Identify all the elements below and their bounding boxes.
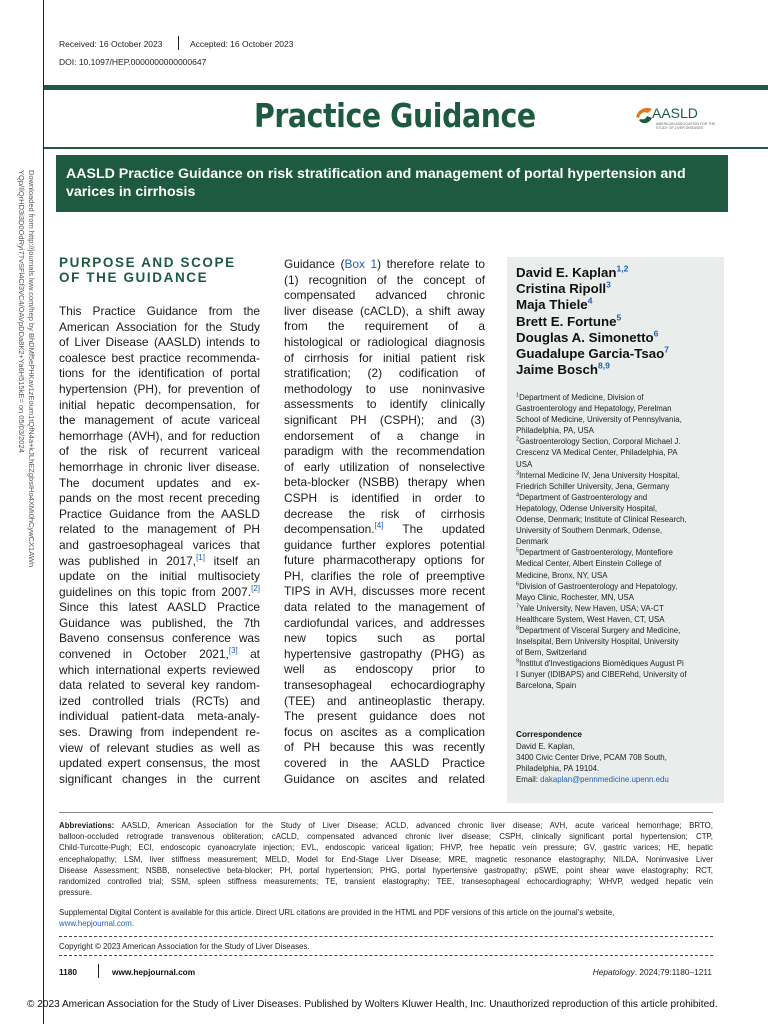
affiliation-line: $^8$Department of Visceral Surgery and Medicine,	[516, 625, 681, 635]
correspondence-line: 3400 Civic Center Drive, PCAM 708 South,	[516, 753, 667, 763]
page-number: 1180	[59, 967, 77, 977]
correspondence-line: Philadelphia, PA 19104.	[516, 764, 600, 774]
body-line: data related to several key random-	[59, 678, 260, 693]
affiliation-line: $^2$Gastroenterology Section, Corporal Michael J.	[516, 436, 681, 447]
email-link[interactable]: dakaplan@pennmedicine.upenn.edu	[540, 775, 669, 785]
body-line: future pharmacotherapy options for	[284, 553, 485, 568]
affiliation-line: Hepatology, Odense University Hospital,	[516, 503, 658, 513]
body-line: (TEE) and antineoplastic therapy.	[284, 693, 485, 708]
body-line: histological or radiological diagnosis	[284, 334, 485, 349]
affiliation-list	[516, 392, 716, 692]
citation-ref[interactable]: [2]	[251, 583, 260, 593]
body-line: tions for the identification of portal	[59, 366, 260, 381]
body-line: guidelines on this topic from 2007.[2]	[59, 583, 260, 599]
aasld-logo-icon	[634, 103, 654, 127]
body-line: of PH because this was recently	[284, 740, 485, 755]
body-line: of cirrhosis for initial patient risk	[284, 350, 485, 365]
body-line: transesophageal echocardiography	[284, 678, 485, 693]
body-line: was published in 2017,[1] itself an	[59, 552, 260, 568]
section-label: Practice Guidance	[254, 96, 536, 135]
body-line: PH, clarifies the role of preemptive	[284, 568, 485, 583]
box-link[interactable]: Box 1	[344, 257, 378, 271]
body-line: CSPH is identified in order to	[284, 490, 485, 505]
body-line: paradigm with the recommendation	[284, 444, 485, 459]
affiliation-line: $^4$Department of Gastroenterology and	[516, 492, 648, 502]
body-line: updated expert consensus, the most	[59, 756, 260, 771]
body-line: initial hepatic decompensation, for	[59, 397, 260, 412]
author-affiliation-ref: 6	[653, 328, 659, 339]
author-name: Maja Thiele$^4$	[516, 295, 593, 313]
citation-ref[interactable]: [1]	[196, 552, 205, 562]
logo-wordmark: AASLD	[652, 105, 698, 121]
body-line: hypertensive gastropathy (PHG) as	[284, 646, 485, 661]
abbreviation-line: randomized controlled trial; SSM, spleen stiffness measurements; TE, transient elastography; TEE, transesophageal echocardiography; WHVP, wedged hepatic vein	[59, 876, 713, 886]
body-line: endorsement of a change in	[284, 428, 485, 443]
abbreviation-line: encephalopathy; LSM, liver stiffness measurement; MELD, Model for End-Stage Liver Disease; MRE, magnetic resonance elastography; NILDA, Noninvasive Liver	[59, 854, 713, 864]
body-line: covered in the AASLD Practice	[284, 756, 485, 770]
footer-divider	[98, 964, 99, 978]
body-line: decrease the risk of cirrhosis	[284, 506, 485, 521]
affiliation-line: I Sunyer (IDIBAPS) and CIBERehd, University of	[516, 670, 687, 680]
author-name: Guadalupe Garcia-Tsao$^7$	[516, 344, 670, 361]
section-heading	[59, 255, 269, 285]
body-line: convened in October 2021,[3] at	[59, 646, 260, 662]
body-line: decompensation.[4] The updated	[284, 521, 485, 537]
abbreviation-line: balloon-occluded retrograde transvenous obliteration; cACLD, compensated advanced chronic liver disease; CSPH, clinically significant portal hypertension; CTP,	[59, 832, 713, 842]
body-line: hypertension (PH), for prevention of	[59, 381, 260, 396]
affiliation-line: Medicine, Bronx, NY, USA	[516, 570, 608, 580]
legal-notice: © 2023 American Association for the Study of Liver Diseases. Published by Wolters Kluwer Health, Inc. Unauthorized reproduction of this article prohibited.	[27, 999, 718, 1010]
body-column-1	[59, 304, 260, 787]
body-line: new topics such as portal	[284, 631, 485, 646]
body-line: beta-blocker (NSBB) therapy when	[284, 475, 485, 490]
affiliation-line: University of Southern Denmark, Odense,	[516, 526, 663, 536]
affiliation-line: Denmark	[516, 537, 549, 547]
body-line: data related to the management of	[284, 600, 485, 615]
author-affiliation-ref: 1,2	[616, 263, 629, 274]
abbreviations-block	[59, 820, 713, 898]
body-line: focus on ascites as a complication	[284, 724, 485, 739]
author-affiliation-ref: 8,9	[598, 360, 610, 371]
body-line: compensated advanced chronic	[284, 288, 485, 303]
author-name: Jaime Bosch$^{8,9}$	[516, 360, 610, 378]
body-line: Guidance was published, the 7th	[59, 615, 260, 630]
sub-green-bar	[44, 147, 768, 149]
body-line: Practice Guidance from the AASLD	[59, 506, 260, 521]
affiliation-line: $^6$Division of Gastroenterology and Hepatology,	[516, 580, 678, 591]
header-divider	[178, 36, 179, 50]
email-label: Email:	[516, 775, 541, 785]
affiliation-line: Medical Center, Albert Einstein College of	[516, 559, 662, 569]
body-line: ses. Drawing from independent re-	[59, 725, 260, 740]
affiliation-line: $^5$Department of Gastroenterology, Montefiore	[516, 547, 673, 558]
citation	[593, 967, 712, 977]
citation-details: . 2024;79:1180–1211	[634, 967, 712, 977]
abbreviation-line: Child-Turcotte-Pugh; ECI, endoscopic cyanoacrylate injection; EVL, endoscopic variceal ligation; FHVP, free hepatic vein pressure; GV, gastric varices; HE, hepatic	[59, 843, 713, 853]
affiliation-line: of Bern, Switzerland	[516, 648, 587, 658]
body-line: hemorrhage (AVH), and for reduction	[59, 428, 260, 443]
author-list	[516, 265, 716, 378]
copyright-line: Copyright © 2023 American Association for the Study of Liver Diseases.	[59, 942, 310, 951]
download-note	[0, 170, 52, 730]
body-line: the management of acute variceal	[59, 413, 260, 428]
body-line: The present guidance does not	[284, 709, 485, 724]
article-title: AASLD Practice Guidance on risk stratification and management of portal hypertension and varices in cirrhosis	[66, 166, 686, 200]
body-line: of the risk of recurrent variceal	[59, 444, 260, 459]
author-affiliation-ref: 4	[587, 295, 593, 306]
supplemental-note	[59, 907, 713, 929]
section-heading-line: OF THE GUIDANCE	[59, 270, 209, 285]
abbreviation-line: Abbreviations: AASLD, American Association for the Study of Liver Disease; ACLD, advanced chronic liver disease; AVH, acute variceal hemorrhage; BRTO,	[59, 821, 713, 830]
abbreviation-line: pressure.	[59, 888, 92, 898]
body-line: ized controlled trials (RCTs) and	[59, 693, 260, 708]
body-line: liver disease (cACLD), a shift away	[284, 303, 485, 318]
affiliation-line: Mayo Clinic, Rochester, MN, USA	[516, 592, 634, 602]
received-date: Received: 16 October 2023	[59, 39, 163, 49]
body-line: Baveno consensus conference was	[59, 631, 260, 646]
body-line: pands on the most recent preceding	[59, 491, 260, 506]
affiliation-line: $^9$Institut d'Investigacions Biomèdiques August Pi	[516, 658, 684, 669]
supplemental-end: .	[131, 919, 135, 929]
affiliation-line: $^3$Internal Medicine IV, Jena University Hospital,	[516, 470, 680, 480]
author-affiliation-ref: 7	[664, 344, 670, 355]
download-note-line1[interactable]: Downloaded from http://journals.lww.com/hep by BhDMf5ePHKav1zEoum1tQfN4a+kJLhEZgbsIHo4XMi0hCywCX1AWn	[27, 170, 36, 568]
body-line: Guidance on ascites and related	[284, 771, 485, 786]
author-name: Brett E. Fortune$^5$	[516, 312, 622, 329]
aasld-logo	[634, 103, 714, 135]
article-title-banner	[56, 155, 728, 212]
correspondence-line: David E. Kaplan,	[516, 742, 575, 751]
correspondence-block	[516, 741, 716, 785]
body-line: stratification; (2) codification of	[284, 366, 485, 381]
body-line: which international experts reviewed	[59, 662, 260, 677]
top-green-bar	[44, 85, 768, 90]
body-line: assessments to identify clinically	[284, 397, 485, 412]
supplemental-line: Supplemental Digital Content is available for this article. Direct URL citations are provided in the HTML and PDF versions of this article on the journal's website,	[59, 908, 615, 917]
body-line: methodology to use noninvasive	[284, 381, 485, 396]
affiliation-line: USA	[516, 459, 533, 469]
author-affiliation-ref: 5	[616, 312, 622, 323]
abbreviation-line: Disease Assessment; NSBB, nonselective beta-blocker; PH, portal hypertension; PHG, portal hypertensive gastropathy; pSWE, point shear wave elastography; RCT,	[59, 865, 713, 875]
body-line: related to the management of PH	[59, 522, 260, 537]
affiliation-line: Barcelona, Spain	[516, 681, 577, 691]
accepted-date: Accepted: 16 October 2023	[190, 39, 294, 49]
body-line: view of relevant studies as well as	[59, 740, 260, 755]
correspondence-heading: Correspondence	[516, 729, 582, 739]
body-line: American Association for the Study	[59, 319, 260, 334]
body-line: This Practice Guidance from the	[59, 304, 260, 318]
body-line: of Liver Disease (AASLD) intends to	[59, 335, 260, 350]
abbreviations-label: Abbreviations:	[59, 821, 115, 830]
affiliation-line: Healthcare System, West Haven, CT, USA	[516, 614, 665, 624]
dashed-divider	[59, 936, 713, 937]
body-line: Guidance (Box 1) therefore relate to	[284, 257, 486, 271]
affiliation-line: $^1$Department of Medicine, Division of	[516, 392, 644, 402]
body-line: The document updates and ex-	[59, 475, 260, 490]
download-note-line2: YQp/IlQrHD3i3D0OdRyi7TvSFl4Cf3VC4/OAVpDDa8K2+Ya6H515kE= on 05/03/2024	[17, 170, 26, 453]
body-line: update on the initial multisociety	[59, 569, 260, 584]
body-line: coalesce best practice recommenda-	[59, 350, 260, 365]
citation-ref[interactable]: [3]	[228, 646, 238, 656]
dashed-divider	[59, 955, 713, 956]
affiliation-line: Philadelphia, PA, USA	[516, 426, 594, 436]
affiliation-line: Odense, Denmark; Institute of Clinical Research,	[516, 515, 687, 525]
logo-tagline: AMERICAN ASSOCIATION FOR THE STUDY OF LIVER DISEASES	[656, 122, 716, 130]
footer-url[interactable]: www.hepjournal.com	[112, 967, 196, 977]
author-name: David E. Kaplan$^{1,2}$	[516, 263, 629, 280]
body-line: hemorrhage in chronic liver disease.	[59, 459, 260, 474]
author-name: Douglas A. Simonetto$^6$	[516, 328, 659, 345]
author-affiliation-ref: 3	[606, 279, 611, 290]
citation-ref[interactable]: [4]	[374, 521, 384, 531]
body-column-2	[284, 257, 485, 787]
body-line: individual patient-data meta-analy-	[59, 709, 260, 724]
body-line: Since this latest AASLD Practice	[59, 600, 260, 615]
body-line: from the requirement of a	[284, 319, 485, 334]
body-line: significant PH (CSPH); and (3)	[284, 412, 485, 427]
body-line: cardiofundal varices, and addresses	[284, 615, 485, 630]
section-heading-line: PURPOSE AND SCOPE	[59, 255, 236, 270]
affiliation-line: $^7$Yale University, New Haven, USA; VA-CT	[516, 603, 664, 613]
affiliation-line: School of Medicine, University of Pennsylvania,	[516, 415, 682, 425]
abbrev-top-rule	[59, 812, 713, 813]
affiliation-line: Inselspital, Bern University Hospital, University	[516, 637, 679, 647]
journal-link[interactable]: www.hepjournal.com	[59, 919, 132, 929]
body-line: guidance further explores potential	[284, 537, 485, 552]
body-line: significant changes in the current	[59, 771, 260, 786]
body-line: (1) recognition of the concept of	[284, 272, 485, 287]
body-line: and gastroesophageal varices that	[59, 537, 260, 552]
author-name: Cristina Ripoll$^3$	[516, 279, 611, 297]
body-line: well as endoscopy prior to	[284, 662, 485, 677]
doi[interactable]: DOI: 10.1097/HEP.0000000000000647	[59, 57, 207, 67]
body-line: TIPS in AVH, discusses more recent	[284, 584, 485, 599]
journal-name: Hepatology	[592, 967, 635, 977]
body-line: of early utilization of nonselective	[284, 459, 485, 474]
affiliation-line: Crescenz VA Medical Center, Philadelphia, PA	[516, 448, 678, 458]
affiliation-line: Gastroenterology and Hepatology, Perelman	[516, 404, 672, 414]
affiliation-line: Friedrich Schiller University, Jena, Germany	[516, 481, 670, 491]
